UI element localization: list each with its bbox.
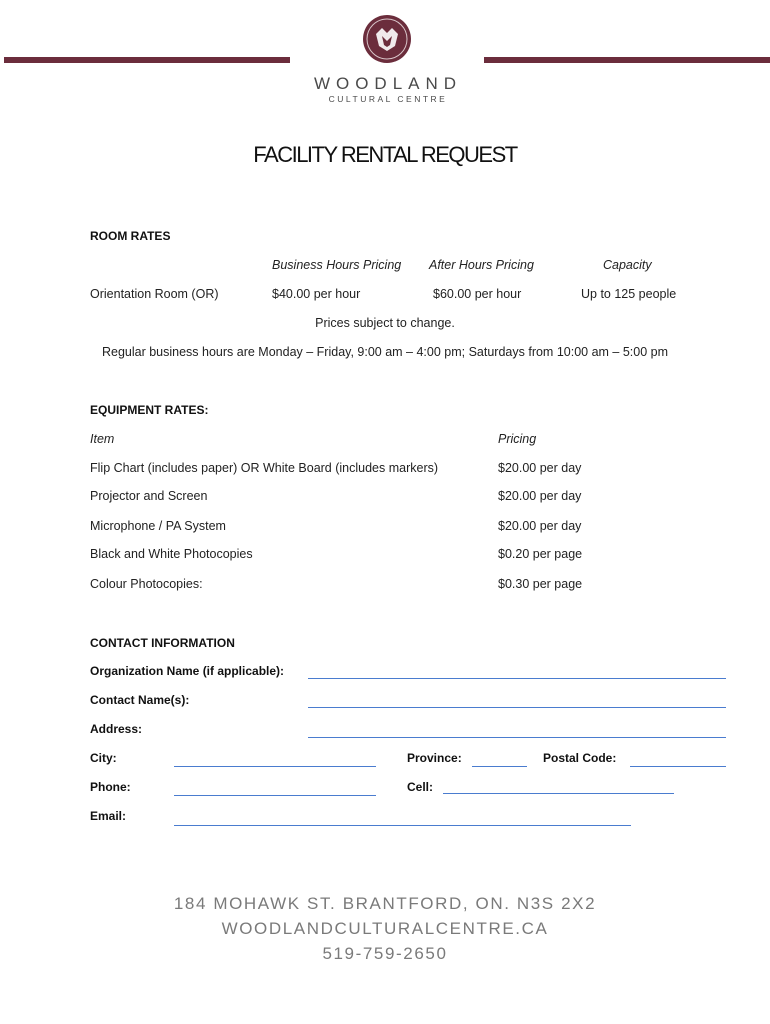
equipment-price: $20.00 per day [498, 489, 582, 503]
phone-label: Phone: [90, 780, 131, 794]
logo-subtitle: CULTURAL CENTRE [328, 94, 448, 104]
address-label: Address: [90, 722, 143, 736]
equipment-item: Microphone / PA System [90, 519, 226, 533]
equipment-price: $0.20 per page [498, 547, 583, 561]
equipment-heading: EQUIPMENT RATES: [90, 403, 209, 417]
footer-website: WOODLANDCULTURALCENTRE.CA [221, 919, 549, 938]
city-label: City: [90, 751, 117, 765]
phone-field[interactable] [174, 795, 376, 796]
room-after-price: $60.00 per hour [433, 287, 522, 301]
woodland-logo-icon [362, 14, 412, 64]
cell-label: Cell: [407, 780, 434, 794]
postal-code-field[interactable] [630, 766, 726, 767]
col-pricing: Pricing [498, 432, 537, 446]
email-field[interactable] [174, 825, 631, 826]
organization-field[interactable] [308, 678, 726, 679]
equipment-item: Black and White Photocopies [90, 547, 253, 561]
page-title: FACILITY RENTAL REQUEST [253, 142, 517, 167]
hours-note: Regular business hours are Monday – Friday, 9:00 am – 4:00 pm; Saturdays from 10:00 am – 5:00 pm [101, 345, 669, 359]
room-business-price: $40.00 per hour [272, 287, 361, 301]
postal-code-label: Postal Code: [543, 751, 617, 765]
footer-phone: 519-759-2650 [322, 944, 448, 963]
province-label: Province: [407, 751, 462, 765]
col-item: Item [90, 432, 115, 446]
province-field[interactable] [472, 766, 527, 767]
organization-label: Organization Name (if applicable): [90, 664, 285, 678]
room-name: Orientation Room (OR) [90, 287, 219, 301]
equipment-price: $20.00 per day [498, 519, 582, 533]
city-field[interactable] [174, 766, 376, 767]
equipment-price: $20.00 per day [498, 461, 582, 475]
equipment-price: $0.30 per page [498, 577, 583, 591]
room-rates-heading: ROOM RATES [90, 229, 171, 243]
price-note: Prices subject to change. [315, 316, 455, 330]
cell-field[interactable] [443, 793, 674, 794]
contact-names-field[interactable] [308, 707, 726, 708]
header-band-right [484, 57, 770, 63]
room-capacity: Up to 125 people [581, 287, 677, 301]
col-after-hours: After Hours Pricing [429, 258, 534, 272]
equipment-item: Flip Chart (includes paper) OR White Board (includes markers) [90, 461, 439, 475]
header-band-left [4, 57, 290, 63]
logo-name: WOODLAND [313, 74, 463, 93]
contact-names-label: Contact Name(s): [90, 693, 190, 707]
col-capacity: Capacity [603, 258, 652, 272]
col-business-hours: Business Hours Pricing [272, 258, 402, 272]
footer-street: 184 MOHAWK ST. BRANTFORD, ON. N3S 2X2 [173, 894, 597, 913]
equipment-item: Colour Photocopies: [90, 577, 203, 591]
contact-heading: CONTACT INFORMATION [90, 636, 235, 650]
address-field[interactable] [308, 737, 726, 738]
email-label: Email: [90, 809, 127, 823]
equipment-item: Projector and Screen [90, 489, 208, 503]
